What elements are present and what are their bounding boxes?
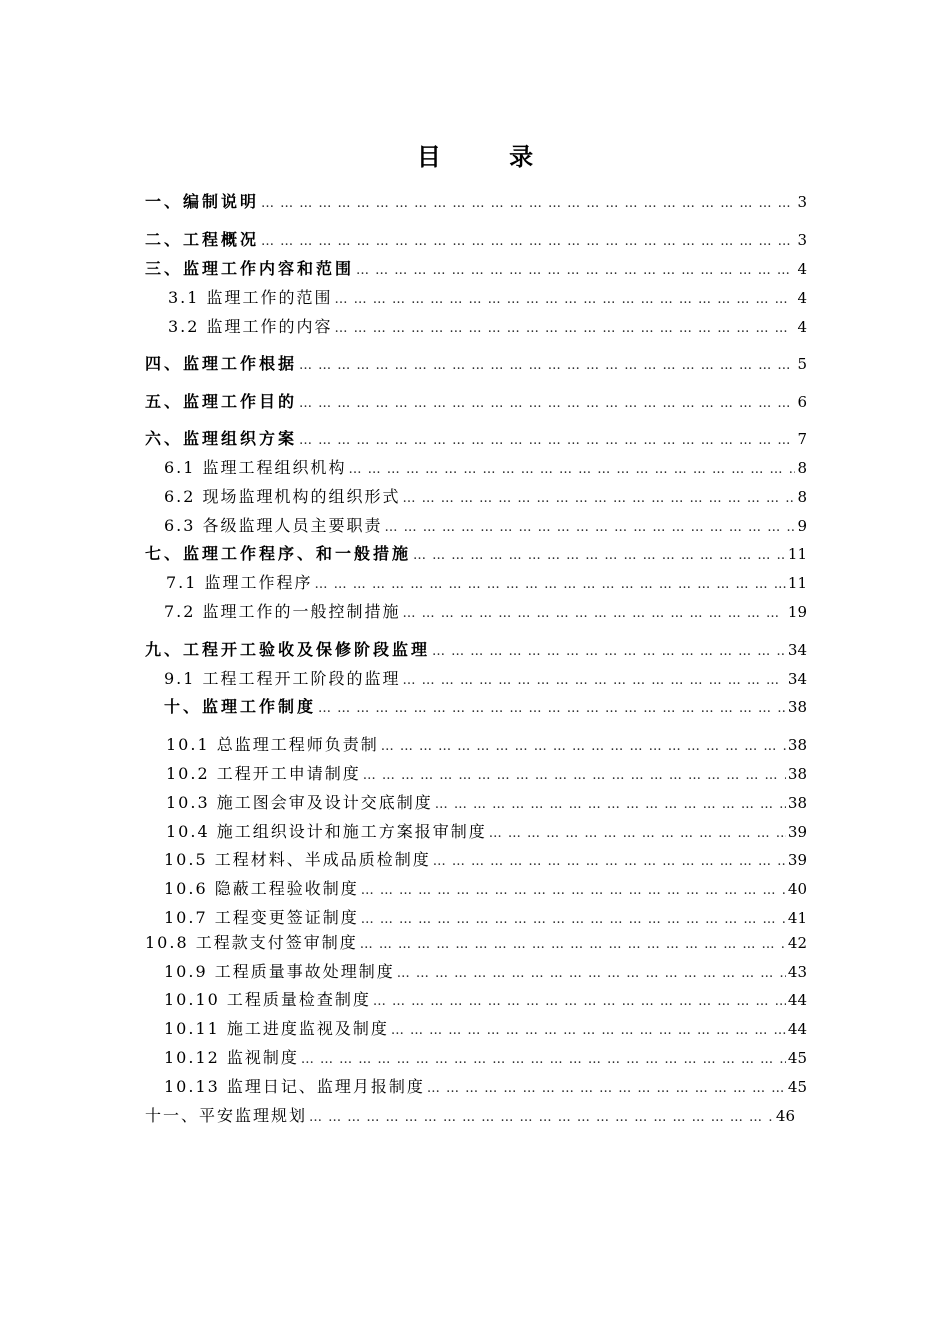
toc-entry-page: 39 — [787, 823, 807, 841]
toc-entry-label: 四、监理工作根据 — [145, 354, 298, 373]
toc-entry-page: 9 — [797, 517, 807, 535]
toc-entry-label: 10.7 工程变更签证制度 — [164, 908, 359, 927]
toc-entry[interactable] — [164, 514, 807, 538]
toc-entry-label: 一、编制说明 — [145, 192, 260, 211]
toc-entry-label: 二、工程概况 — [145, 230, 260, 249]
toc-entry-label: 7.2 监理工作的一般控制措施 — [164, 602, 401, 621]
dot-leader — [261, 194, 795, 214]
toc-entry[interactable] — [145, 1104, 795, 1128]
dot-leader — [397, 964, 786, 984]
toc-entry[interactable] — [168, 315, 807, 339]
toc-entry-page: 4 — [797, 260, 807, 278]
dot-leader — [309, 1108, 774, 1128]
dot-leader — [489, 824, 786, 844]
toc-entry-page: 44 — [787, 1020, 807, 1038]
toc-entry-label: 3.1 监理工作的范围 — [168, 288, 333, 307]
dot-leader — [315, 575, 786, 595]
dot-leader — [349, 460, 796, 480]
toc-entry-page: 46 — [775, 1107, 795, 1125]
toc-entry-label: 10.11 施工进度监视及制度 — [164, 1019, 389, 1038]
toc-entry-page: 11 — [787, 574, 807, 592]
page-title: 目 录 — [416, 142, 564, 171]
toc-entry[interactable] — [164, 848, 807, 872]
toc-entry[interactable] — [164, 960, 807, 984]
toc-entry-page: 7 — [797, 430, 807, 448]
dot-leader — [335, 319, 796, 339]
toc-entry-label: 9.1 工程工程开工阶段的监理 — [164, 669, 401, 688]
toc-entry[interactable] — [145, 257, 807, 281]
dot-leader — [432, 642, 786, 662]
toc-entry[interactable] — [166, 571, 807, 595]
toc-entry-label: 6.2 现场监理机构的组织形式 — [164, 487, 401, 506]
toc-entry-label: 10.9 工程质量事故处理制度 — [164, 962, 395, 981]
toc-entry-page: 38 — [787, 794, 807, 812]
dot-leader — [403, 671, 786, 691]
toc-entry[interactable] — [164, 600, 807, 624]
toc-entry-label: 7.1 监理工作程序 — [166, 573, 313, 592]
dot-leader — [356, 261, 795, 281]
toc-entry[interactable] — [166, 762, 807, 786]
dot-leader — [299, 394, 795, 414]
toc-entry[interactable] — [145, 427, 807, 451]
dot-leader — [361, 910, 786, 930]
toc-entry-page: 45 — [787, 1049, 807, 1067]
toc-entry[interactable] — [164, 1017, 807, 1041]
toc-entry[interactable] — [145, 931, 807, 955]
toc-entry-page: 19 — [787, 603, 807, 621]
toc-entry-label: 3.2 监理工作的内容 — [168, 317, 333, 336]
toc-entry-page: 3 — [797, 193, 807, 211]
dot-leader — [373, 992, 786, 1012]
dot-leader — [435, 795, 786, 815]
dot-leader — [381, 737, 786, 757]
toc-entry-page: 34 — [787, 670, 807, 688]
toc-entry-page: 45 — [787, 1078, 807, 1096]
toc-entry-label: 七、监理工作程序、和一般措施 — [145, 544, 412, 563]
toc-entry-page: 4 — [797, 289, 807, 307]
dot-leader — [391, 1021, 786, 1041]
toc-entry-label: 九、工程开工验收及保修阶段监理 — [145, 640, 431, 659]
toc-entry-label: 五、监理工作目的 — [145, 392, 298, 411]
toc-entry[interactable] — [166, 820, 807, 844]
toc-entry-label: 10.8 工程款支付签审制度 — [145, 933, 358, 952]
toc-entry[interactable] — [166, 791, 807, 815]
dot-leader — [403, 604, 786, 624]
dot-leader — [335, 290, 796, 310]
toc-entry-page: 8 — [797, 459, 807, 477]
toc-entry[interactable] — [145, 228, 807, 252]
toc-entry-page: 40 — [787, 880, 807, 898]
toc-entry[interactable] — [145, 190, 807, 214]
toc-entry[interactable] — [164, 1046, 807, 1070]
toc-entry[interactable] — [145, 390, 807, 414]
toc-entry-label: 10.12 监视制度 — [164, 1048, 299, 1067]
toc-entry-label: 6.3 各级监理人员主要职责 — [164, 516, 383, 535]
toc-entry[interactable] — [164, 1075, 807, 1099]
dot-leader — [385, 518, 796, 538]
dot-leader — [299, 356, 795, 376]
toc-entry[interactable] — [164, 906, 807, 930]
toc-entry-label: 10.1 总监理工程师负责制 — [166, 735, 379, 754]
toc-entry-page: 44 — [787, 991, 807, 1009]
toc-entry-label: 十一、平安监理规划 — [145, 1106, 308, 1125]
dot-leader — [299, 431, 795, 451]
dot-leader — [427, 1079, 786, 1099]
toc-entry-page: 6 — [797, 393, 807, 411]
toc-entry-label: 六、监理组织方案 — [145, 429, 298, 448]
toc-entry[interactable] — [168, 286, 807, 310]
toc-entry-page: 5 — [797, 355, 807, 373]
toc-entry[interactable] — [164, 485, 807, 509]
toc-entry-label: 十、监理工作制度 — [164, 697, 317, 716]
toc-entry-page: 41 — [787, 909, 807, 927]
toc-entry-label: 10.5 工程材料、半成品质检制度 — [164, 850, 431, 869]
toc-entry[interactable] — [164, 667, 807, 691]
toc-entry-label: 6.1 监理工程组织机构 — [164, 458, 347, 477]
toc-entry[interactable] — [145, 638, 807, 662]
toc-entry-page: 39 — [787, 851, 807, 869]
toc-entry-label: 10.10 工程质量检查制度 — [164, 990, 371, 1009]
dot-leader — [413, 546, 786, 566]
toc-entry-page: 38 — [787, 736, 807, 754]
toc-entry-page: 34 — [787, 641, 807, 659]
dot-leader — [360, 935, 786, 955]
dot-leader — [261, 232, 795, 252]
dot-leader — [318, 699, 786, 719]
dot-leader — [403, 489, 796, 509]
toc-entry-label: 10.2 工程开工申请制度 — [166, 764, 361, 783]
toc-entry-page: 38 — [787, 698, 807, 716]
dot-leader — [433, 852, 786, 872]
toc-entry[interactable] — [164, 456, 807, 480]
toc-entry-label: 10.13 监理日记、监理月报制度 — [164, 1077, 425, 1096]
toc-entry-page: 38 — [787, 765, 807, 783]
toc-entry-page: 8 — [797, 488, 807, 506]
toc-entry[interactable] — [145, 352, 807, 376]
toc-entry-page: 11 — [787, 545, 807, 563]
toc-entry-page: 42 — [787, 934, 807, 952]
dot-leader — [361, 881, 786, 901]
toc-entry-page: 43 — [787, 963, 807, 981]
toc-entry[interactable] — [164, 695, 807, 719]
toc-entry-page: 4 — [797, 318, 807, 336]
toc-entry-label: 10.6 隐蔽工程验收制度 — [164, 879, 359, 898]
toc-entry[interactable] — [164, 988, 807, 1012]
dot-leader — [363, 766, 786, 786]
dot-leader — [301, 1050, 786, 1070]
toc-entry-label: 三、监理工作内容和范围 — [145, 259, 355, 278]
toc-entry[interactable] — [164, 877, 807, 901]
toc-entry-label: 10.3 施工图会审及设计交底制度 — [166, 793, 433, 812]
toc-entry-label: 10.4 施工组织设计和施工方案报审制度 — [166, 822, 487, 841]
toc-entry[interactable] — [145, 542, 807, 566]
toc-entry-page: 3 — [797, 231, 807, 249]
toc-entry[interactable] — [166, 733, 807, 757]
